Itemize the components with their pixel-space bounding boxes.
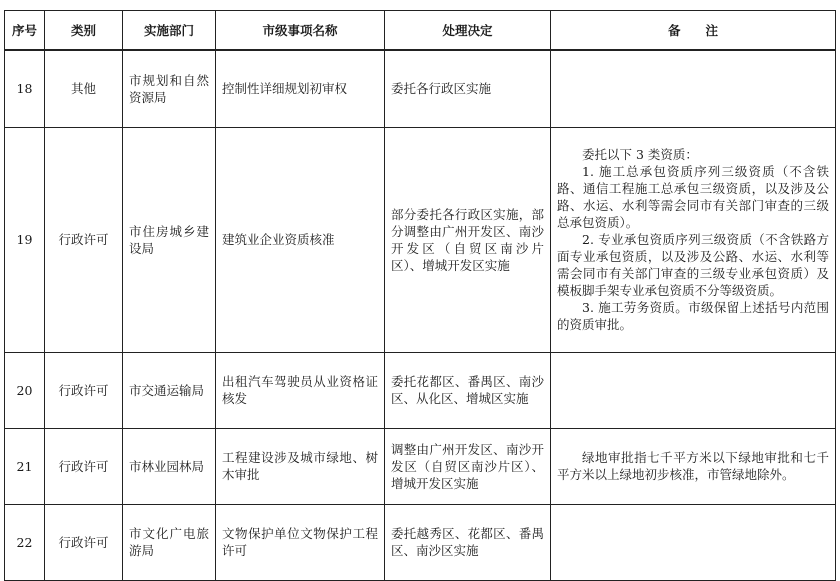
cell-no: 22	[5, 504, 45, 580]
cell-decision: 委托花都区、番禺区、南沙区、从化区、增城区实施	[385, 352, 551, 428]
header-category: 类别	[45, 11, 123, 51]
header-decision: 处理决定	[385, 11, 551, 51]
cell-no: 19	[5, 127, 45, 352]
cell-item: 出租汽车驾驶员从业资格证核发	[216, 352, 385, 428]
matters-table	[4, 10, 836, 581]
cell-department: 市林业园林局	[123, 428, 216, 504]
header-row	[5, 11, 836, 51]
cell-category: 行政许可	[45, 127, 123, 352]
cell-remark	[551, 127, 836, 352]
cell-department: 市文化广电旅游局	[123, 504, 216, 580]
cell-category: 行政许可	[45, 504, 123, 580]
table-row	[5, 127, 836, 352]
cell-item: 建筑业企业资质核准	[216, 127, 385, 352]
remark-line: 绿地审批指七千平方米以下绿地审批和七千平方米以上绿地初步核准，市管绿地除外。	[557, 450, 829, 482]
cell-remark	[551, 50, 836, 127]
cell-remark	[551, 504, 836, 580]
cell-item: 文物保护单位文物保护工程许可	[216, 504, 385, 580]
cell-no: 20	[5, 352, 45, 428]
cell-decision: 委托各行政区实施	[385, 50, 551, 127]
cell-no: 21	[5, 428, 45, 504]
cell-no: 18	[5, 50, 45, 127]
cell-decision: 委托越秀区、花都区、番禺区、南沙区实施	[385, 504, 551, 580]
table-row	[5, 428, 836, 504]
cell-department: 市规划和自然资源局	[123, 50, 216, 127]
header-item: 市级事项名称	[216, 11, 385, 51]
cell-remark	[551, 428, 836, 504]
cell-category: 行政许可	[45, 428, 123, 504]
cell-department: 市住房城乡建设局	[123, 127, 216, 352]
remark-line: 2. 专业承包资质序列三级资质（不含铁路方面专业承包资质，以及涉及公路、水运、水利等需会同市有关部门审查的三级专业承包资质）及模板脚手架专业承包资质不分等级资质。	[557, 232, 829, 298]
cell-category: 其他	[45, 50, 123, 127]
header-department: 实施部门	[123, 11, 216, 51]
table-row	[5, 50, 836, 127]
cell-decision: 调整由广州开发区、南沙开发区（自贸区南沙片区）、增城开发区实施	[385, 428, 551, 504]
header-no: 序号	[5, 11, 45, 51]
remark-line: 委托以下 3 类资质：	[582, 147, 698, 162]
remark-line: 1. 施工总承包资质序列三级资质（不含铁路、通信工程施工总承包三级资质，以及涉及公路、水运、水利等需会同市有关部门审查的三级总承包资质）。	[557, 164, 829, 230]
cell-decision: 部分委托各行政区实施，部分调整由广州开发区、南沙开发区（自贸区南沙片区）、增城开发区实施	[385, 127, 551, 352]
header-remark: 备 注	[551, 11, 836, 51]
table-row	[5, 504, 836, 580]
cell-category: 行政许可	[45, 352, 123, 428]
remark-line: 3. 施工劳务资质。市级保留上述括号内范围的资质审批。	[557, 300, 829, 332]
cell-department: 市交通运输局	[123, 352, 216, 428]
cell-item: 控制性详细规划初审权	[216, 50, 385, 127]
cell-item: 工程建设涉及城市绿地、树木审批	[216, 428, 385, 504]
cell-remark	[551, 352, 836, 428]
table-row	[5, 352, 836, 428]
